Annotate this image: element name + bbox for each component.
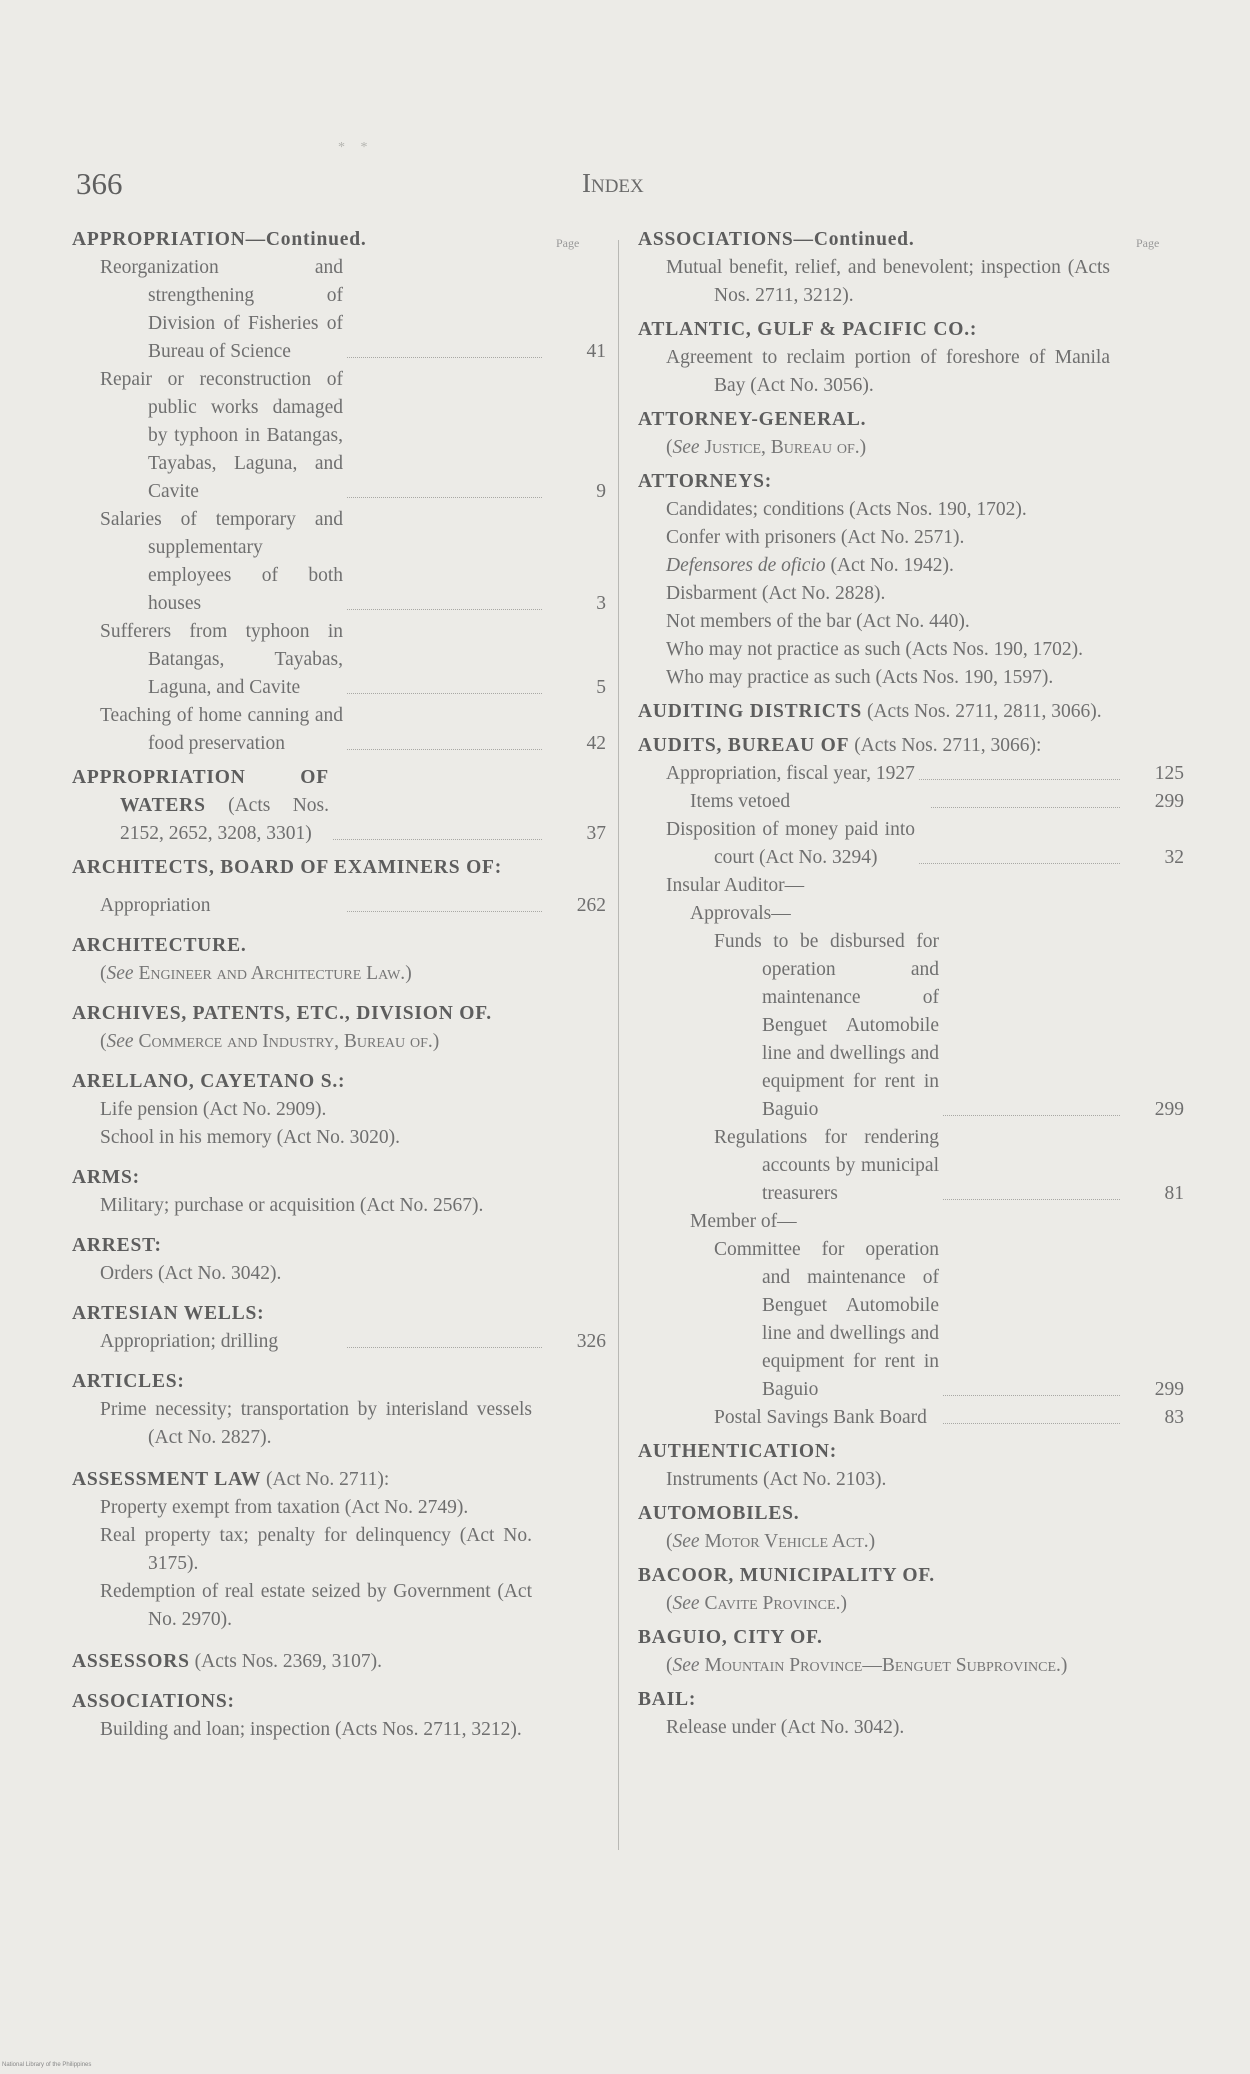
index-entry: Repair or reconstruction of public works damaged by typhoon in Batangas, Tayabas, Laguna, and Cavite 9: [100, 369, 606, 502]
index-entry: Appropriation 262: [100, 895, 606, 916]
left-column: [72, 226, 606, 1744]
index-entry: Member of—: [690, 1211, 797, 1232]
index-entry: Reorganization and strengthening of Division of Fisheries of Bureau of Science 41: [100, 257, 606, 362]
index-entry: Instruments (Act No. 2103).: [666, 1469, 887, 1490]
see-reference: (See Justice, Bureau of.): [666, 437, 867, 458]
entry-heading: ARTESIAN WELLS:: [72, 1303, 265, 1324]
index-entry: Agreement to reclaim portion of foreshore of Manila Bay (Act No. 3056).: [666, 347, 1110, 396]
entry-heading: AUTOMOBILES.: [638, 1503, 800, 1524]
page-number: 366: [76, 166, 123, 201]
column-divider: [618, 240, 619, 1850]
index-entry: Defensores de oficio (Act No. 1942).: [666, 555, 954, 576]
index-entry: Who may not practice as such (Acts Nos. 190, 1702).: [666, 639, 1083, 660]
entry-heading: APPROPRIATION—Continued.: [72, 229, 367, 250]
entry-heading: ASSOCIATIONS—Continued.: [638, 229, 915, 250]
index-entry: Candidates; conditions (Acts Nos. 190, 1702).: [666, 499, 1027, 520]
entry-heading: APPROPRIATION OF WATERS: [72, 767, 329, 816]
entry-heading: ATTORNEY-GENERAL.: [638, 409, 867, 430]
entry-heading: BAIL:: [638, 1689, 697, 1710]
index-entry: Life pension (Act No. 2909).: [100, 1099, 327, 1120]
index-entry: Building and loan; inspection (Acts Nos. 2711, 3212).: [100, 1719, 522, 1740]
index-entry: Real property tax; penalty for delinquency (Act No. 3175).: [100, 1525, 532, 1574]
index-entry: Release under (Act No. 3042).: [666, 1717, 905, 1738]
index-entry: School in his memory (Act No. 3020).: [100, 1127, 401, 1148]
printer-marks: * *: [338, 140, 374, 155]
entry-heading: ARCHITECTS, BOARD OF EXAMINERS OF:: [72, 857, 503, 878]
index-entry: Salaries of temporary and supplementary employees of both houses 3: [100, 509, 606, 614]
index-entry: Disbarment (Act No. 2828).: [666, 583, 886, 604]
index-entry: Postal Savings Bank Board 83: [714, 1407, 1184, 1428]
entry-heading: ATLANTIC, GULF & PACIFIC CO.:: [638, 319, 978, 340]
entry-heading: ARTICLES:: [72, 1371, 185, 1392]
see-reference: (See Mountain Province—Benguet Subprovince.): [666, 1655, 1068, 1676]
entry-heading: BAGUIO, CITY OF.: [638, 1627, 823, 1648]
entry-heading: ARREST:: [72, 1235, 162, 1256]
index-entry: Items vetoed 299: [690, 791, 1184, 812]
index-entry-heading: APPROPRIATION OF WATERS (Acts Nos. 2152, 2652, 3208, 3301) 37: [72, 767, 606, 844]
entry-heading: ARCHIVES, PATENTS, ETC., DIVISION OF.: [72, 1003, 492, 1024]
entry-heading: BACOOR, MUNICIPALITY OF.: [638, 1565, 935, 1586]
scan-footer: National Library of the Philippines: [2, 2062, 92, 2068]
index-entry: Mutual benefit, relief, and benevolent; inspection (Acts Nos. 2711, 3212).: [666, 257, 1110, 306]
index-entry: Who may practice as such (Acts Nos. 190, 1597).: [666, 667, 1054, 688]
index-entry: Committee for operation and maintenance of Benguet Automobile line and dwellings and equipment for rent in Baguio 299: [714, 1239, 1184, 1400]
see-reference: (See Cavite Province.): [666, 1593, 847, 1614]
index-entry: Redemption of real estate seized by Government (Act No. 2970).: [100, 1581, 532, 1630]
entry-heading: ASSESSORS (Acts Nos. 2369, 3107).: [72, 1651, 383, 1672]
index-entry: Sufferers from typhoon in Batangas, Tayabas, Laguna, and Cavite 5: [100, 621, 606, 698]
index-entry: Insular Auditor—: [666, 875, 805, 896]
index-entry: Disposition of money paid into court (Act No. 3294) 32: [666, 819, 1184, 868]
index-entry: Military; purchase or acquisition (Act No. 2567).: [100, 1195, 484, 1216]
entry-heading: AUDITS, BUREAU OF (Acts Nos. 2711, 3066):: [638, 735, 1042, 756]
page-column-label: Page: [556, 236, 580, 250]
page-column-label: Page: [1136, 236, 1160, 250]
entry-heading: ARCHITECTURE.: [72, 935, 247, 956]
entry-heading: ARMS:: [72, 1167, 140, 1188]
index-entry: Teaching of home canning and food preservation 42: [100, 705, 606, 754]
entry-heading: AUDITING DISTRICTS (Acts Nos. 2711, 2811, 3066).: [638, 701, 1102, 722]
see-reference: (See Engineer and Architecture Law.): [100, 963, 412, 984]
see-reference: (See Motor Vehicle Act.): [666, 1531, 876, 1552]
index-entry: Regulations for rendering accounts by municipal treasurers 81: [714, 1127, 1184, 1204]
running-head: Index: [582, 168, 644, 198]
index-entry: Property exempt from taxation (Act No. 2749).: [100, 1497, 469, 1518]
index-entry: Prime necessity; transportation by interisland vessels (Act No. 2827).: [100, 1399, 532, 1448]
entry-heading: ASSOCIATIONS:: [72, 1691, 235, 1712]
entry-heading: ARELLANO, CAYETANO S.:: [72, 1071, 346, 1092]
index-entry: Appropriation; drilling 326: [100, 1331, 606, 1352]
entry-heading: ATTORNEYS:: [638, 471, 773, 492]
index-entry: Funds to be disbursed for operation and maintenance of Benguet Automobile line and dwellings and equipment for rent in Baguio 299: [714, 931, 1184, 1120]
index-entry: Appropriation, fiscal year, 1927 125: [666, 763, 1184, 784]
index-entry: Orders (Act No. 3042).: [100, 1263, 282, 1284]
index-entry: Not members of the bar (Act No. 440).: [666, 611, 970, 632]
right-column: [638, 226, 1184, 1742]
see-reference: (See Commerce and Industry, Bureau of.): [100, 1031, 440, 1052]
entry-heading: AUTHENTICATION:: [638, 1441, 838, 1462]
entry-heading: ASSESSMENT LAW (Act No. 2711):: [72, 1469, 390, 1490]
index-entry: Approvals—: [690, 903, 791, 924]
index-entry: Confer with prisoners (Act No. 2571).: [666, 527, 965, 548]
